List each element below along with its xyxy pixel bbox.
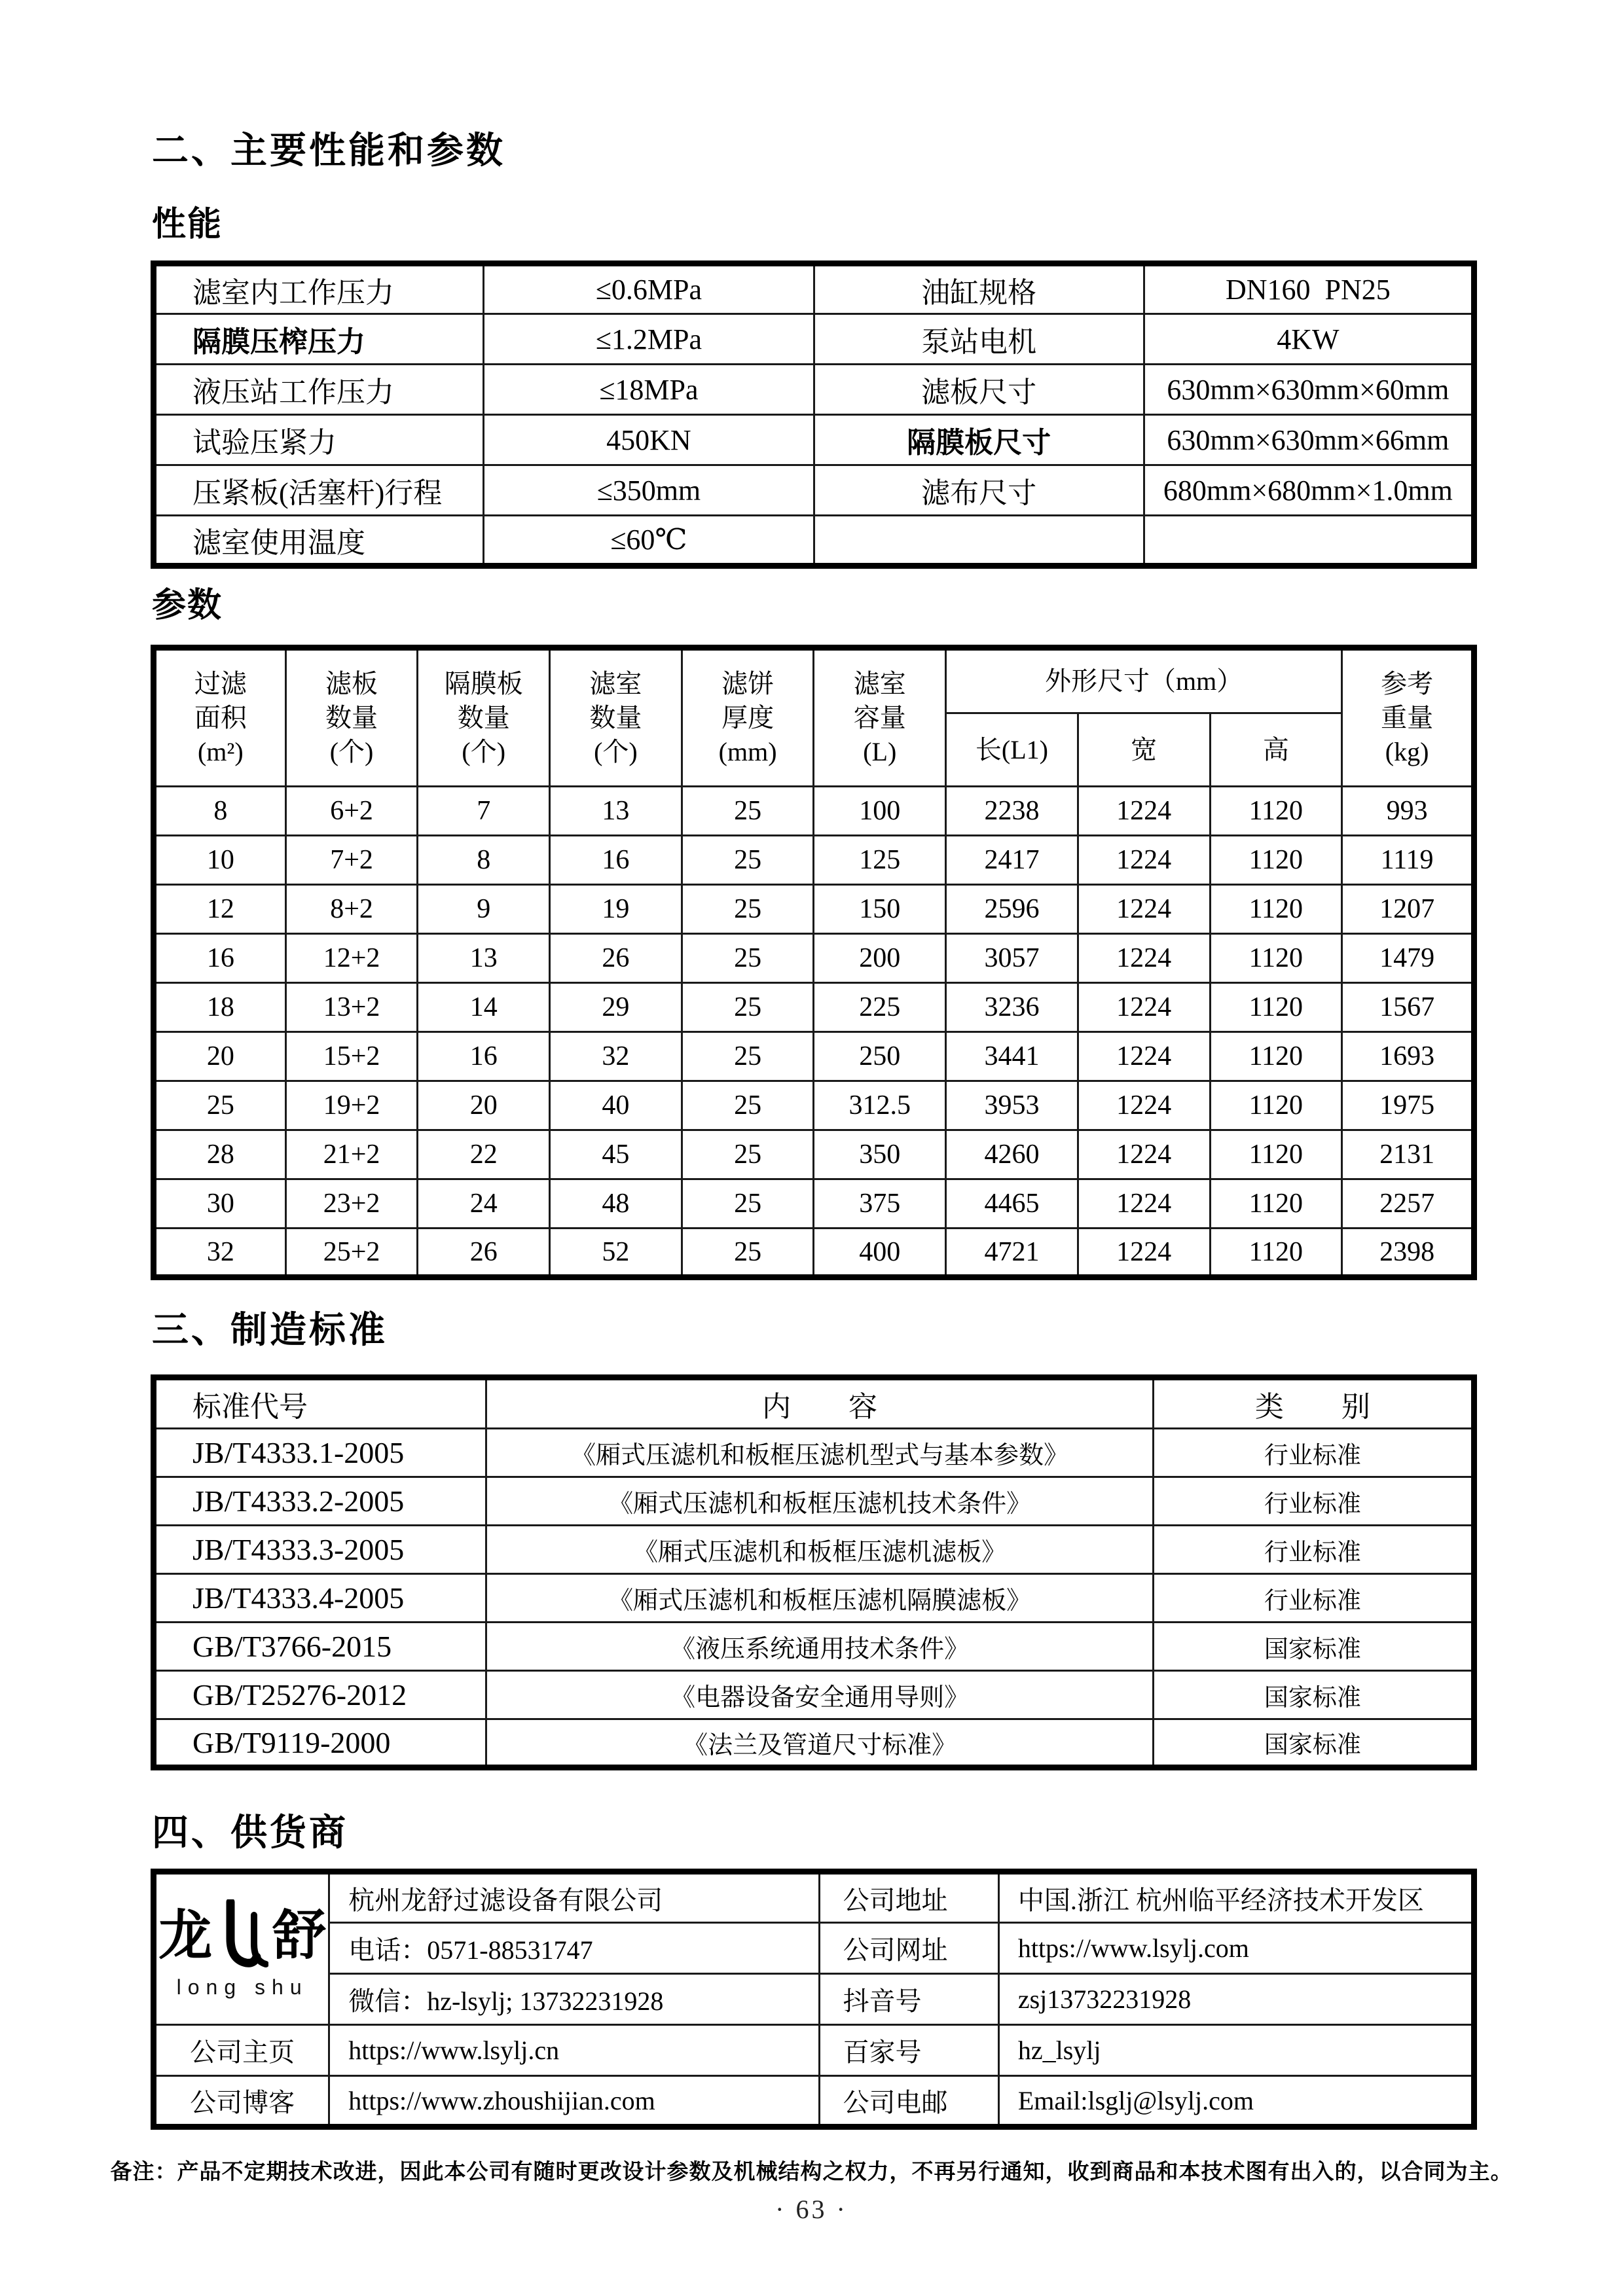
param-cell: 13 (550, 787, 682, 836)
email-value: Email:lsglj@lsylj.com (998, 2076, 1474, 2127)
section-3-title: 三、制造标准 (152, 1310, 388, 1351)
standard-code: JB/T4333.3-2005 (154, 1526, 486, 1574)
section-2-title: 二、主要性能和参数 (152, 131, 505, 171)
perf-label-left: 隔膜压榨压力 (154, 314, 484, 365)
param-cell: 32 (154, 1229, 286, 1278)
table-row (154, 787, 1474, 836)
param-subheader-length: 长(L1) (946, 713, 1078, 787)
baijia-label: 百家号 (819, 2025, 998, 2076)
table-row (154, 1671, 1474, 1719)
douyin-label: 抖音号 (819, 1974, 998, 2025)
table-row (154, 934, 1474, 983)
param-cell: 1120 (1210, 1179, 1342, 1229)
footer-note: 备注：产品不定期技术改进，因此本公司有随时更改设计参数及机械结构之权力，不再另行通知，收到商品和本技术图有出入的，以合同为主。 (110, 2161, 1513, 2184)
param-header-overall-dimensions: 外形尺寸（mm） (946, 648, 1342, 713)
param-cell: 32 (550, 1032, 682, 1081)
param-cell: 2257 (1342, 1179, 1474, 1229)
table-row (154, 1526, 1474, 1574)
standard-code: JB/T4333.4-2005 (154, 1574, 486, 1623)
perf-label-right: 泵站电机 (814, 314, 1144, 365)
param-cell: 19 (550, 885, 682, 934)
param-cell: 7+2 (285, 836, 418, 885)
table-row (154, 2025, 1474, 2076)
perf-label-right: 隔膜板尺寸 (814, 415, 1144, 465)
param-cell: 1224 (1078, 787, 1210, 836)
standard-code: GB/T3766-2015 (154, 1623, 486, 1671)
param-cell: 100 (814, 787, 946, 836)
logo-strokes-icon (216, 1899, 268, 1973)
parameters-subtitle: 参数 (152, 587, 223, 624)
param-subheader-height: 高 (1210, 713, 1342, 787)
perf-value-left: ≤60℃ (484, 516, 814, 566)
standard-category: 行业标准 (1153, 1429, 1474, 1477)
table-row (154, 1429, 1474, 1477)
website-value: https://www.lsylj.com (998, 1923, 1474, 1974)
param-cell: 19+2 (285, 1081, 418, 1130)
param-cell: 1224 (1078, 983, 1210, 1032)
logo-subtext: long shu (176, 1975, 308, 1999)
blog-value: https://www.zhoushijian.com (329, 2076, 819, 2127)
table-row (154, 1574, 1474, 1623)
perf-label-right: 滤布尺寸 (814, 465, 1144, 516)
standard-category: 国家标准 (1153, 1623, 1474, 1671)
param-cell: 16 (154, 934, 286, 983)
param-cell: 1567 (1342, 983, 1474, 1032)
perf-value-left: 450KN (484, 415, 814, 465)
perf-label-right (814, 516, 1144, 566)
param-cell: 312.5 (814, 1081, 946, 1130)
parameters-table (151, 645, 1477, 1280)
perf-label-right: 油缸规格 (814, 264, 1144, 314)
param-cell: 13+2 (285, 983, 418, 1032)
param-cell: 1120 (1210, 1229, 1342, 1278)
param-cell: 1207 (1342, 885, 1474, 934)
param-cell: 15+2 (285, 1032, 418, 1081)
standard-category: 国家标准 (1153, 1671, 1474, 1719)
param-cell: 993 (1342, 787, 1474, 836)
param-cell: 25 (682, 885, 814, 934)
param-cell: 30 (154, 1179, 286, 1229)
param-header-filter-area: 过滤 面积 (m²) (154, 648, 286, 787)
param-cell: 52 (550, 1229, 682, 1278)
standard-content: 《液压系统通用技术条件》 (486, 1623, 1154, 1671)
table-row (154, 314, 1474, 365)
perf-value-right: 4KW (1144, 314, 1474, 365)
table-row (154, 1477, 1474, 1526)
standards-header-category: 类 别 (1153, 1378, 1474, 1429)
perf-label-left: 液压站工作压力 (154, 365, 484, 415)
perf-value-left: ≤18MPa (484, 365, 814, 415)
table-row (154, 885, 1474, 934)
standard-category: 行业标准 (1153, 1526, 1474, 1574)
param-cell: 25 (682, 983, 814, 1032)
param-cell: 26 (418, 1229, 550, 1278)
param-cell: 10 (154, 836, 286, 885)
param-cell: 23+2 (285, 1179, 418, 1229)
standard-content: 《法兰及管道尺寸标准》 (486, 1719, 1154, 1768)
param-cell: 9 (418, 885, 550, 934)
param-header-cake-thickness: 滤饼 厚度 (mm) (682, 648, 814, 787)
table-row (154, 516, 1474, 566)
param-cell: 375 (814, 1179, 946, 1229)
param-cell: 48 (550, 1179, 682, 1229)
param-cell: 4465 (946, 1179, 1078, 1229)
table-row (154, 983, 1474, 1032)
param-cell: 225 (814, 983, 946, 1032)
address-value: 中国.浙江 杭州临平经济技术开发区 (998, 1872, 1474, 1923)
param-cell: 45 (550, 1130, 682, 1179)
homepage-value: https://www.lsylj.cn (329, 2025, 819, 2076)
standard-content: 《电器设备安全通用导则》 (486, 1671, 1154, 1719)
param-cell: 8 (418, 836, 550, 885)
standard-content: 《厢式压滤机和板框压滤机技术条件》 (486, 1477, 1154, 1526)
param-cell: 20 (154, 1032, 286, 1081)
perf-label-left: 滤室内工作压力 (154, 264, 484, 314)
logo-char-right: 舒 (272, 1905, 327, 1965)
param-cell: 25 (682, 1229, 814, 1278)
param-cell: 3441 (946, 1032, 1078, 1081)
param-cell: 1224 (1078, 1179, 1210, 1229)
perf-label-right: 滤板尺寸 (814, 365, 1144, 415)
supplier-logo (154, 1872, 329, 2025)
table-row (154, 1923, 1474, 1974)
param-cell: 25+2 (285, 1229, 418, 1278)
performance-table (151, 260, 1477, 569)
param-cell: 14 (418, 983, 550, 1032)
param-header-row (154, 648, 1474, 713)
param-cell: 16 (550, 836, 682, 885)
param-header-plate-count: 滤板 数量 (个) (285, 648, 418, 787)
param-cell: 2238 (946, 787, 1078, 836)
param-cell: 40 (550, 1081, 682, 1130)
standard-content: 《厢式压滤机和板框压滤机滤板》 (486, 1526, 1154, 1574)
standard-category: 行业标准 (1153, 1574, 1474, 1623)
standard-content: 《厢式压滤机和板框压滤机型式与基本参数》 (486, 1429, 1154, 1477)
table-row (154, 1623, 1474, 1671)
table-row (154, 365, 1474, 415)
param-cell: 3236 (946, 983, 1078, 1032)
param-cell: 25 (682, 1130, 814, 1179)
param-cell: 1120 (1210, 885, 1342, 934)
param-cell: 25 (682, 1032, 814, 1081)
param-cell: 7 (418, 787, 550, 836)
param-cell: 25 (154, 1081, 286, 1130)
param-cell: 1120 (1210, 1081, 1342, 1130)
param-cell: 125 (814, 836, 946, 885)
perf-value-right: 680mm×680mm×1.0mm (1144, 465, 1474, 516)
param-cell: 1224 (1078, 1229, 1210, 1278)
perf-value-left: ≤350mm (484, 465, 814, 516)
page-number: · 63 · (775, 2195, 848, 2224)
baijia-value: hz_lsylj (998, 2025, 1474, 2076)
homepage-label: 公司主页 (154, 2025, 329, 2076)
param-cell: 25 (682, 934, 814, 983)
blog-label: 公司博客 (154, 2076, 329, 2127)
table-row (154, 1179, 1474, 1229)
wechat-value: 微信：hz-lsylj; 13732231928 (329, 1974, 819, 2025)
param-cell: 1224 (1078, 1032, 1210, 1081)
param-cell: 1120 (1210, 1130, 1342, 1179)
perf-value-left: ≤1.2MPa (484, 314, 814, 365)
param-header-chamber-count: 滤室 数量 (个) (550, 648, 682, 787)
standard-category: 行业标准 (1153, 1477, 1474, 1526)
param-cell: 2398 (1342, 1229, 1474, 1278)
perf-value-right: 630mm×630mm×66mm (1144, 415, 1474, 465)
param-cell: 1120 (1210, 836, 1342, 885)
param-cell: 26 (550, 934, 682, 983)
param-cell: 16 (418, 1032, 550, 1081)
table-row (154, 1974, 1474, 2025)
standard-category: 国家标准 (1153, 1719, 1474, 1768)
standards-table (151, 1374, 1477, 1770)
param-cell: 1224 (1078, 934, 1210, 983)
perf-value-right: DN160 PN25 (1144, 264, 1474, 314)
table-row (154, 1872, 1474, 1923)
param-cell: 6+2 (285, 787, 418, 836)
param-cell: 3057 (946, 934, 1078, 983)
website-label: 公司网址 (819, 1923, 998, 1974)
param-cell: 1224 (1078, 836, 1210, 885)
param-cell: 13 (418, 934, 550, 983)
param-cell: 1975 (1342, 1081, 1474, 1130)
address-label: 公司地址 (819, 1872, 998, 1923)
table-row (154, 1229, 1474, 1278)
param-cell: 200 (814, 934, 946, 983)
standard-content: 《厢式压滤机和板框压滤机隔膜滤板》 (486, 1574, 1154, 1623)
param-cell: 1693 (1342, 1032, 1474, 1081)
standards-header-content: 内 容 (486, 1378, 1154, 1429)
douyin-value: zsj13732231928 (998, 1974, 1474, 2025)
param-cell: 2131 (1342, 1130, 1474, 1179)
param-cell: 25 (682, 1081, 814, 1130)
param-header-reference-weight: 参考 重量 (kg) (1342, 648, 1474, 787)
param-cell: 1119 (1342, 836, 1474, 885)
param-cell: 1224 (1078, 1130, 1210, 1179)
param-cell: 4260 (946, 1130, 1078, 1179)
param-cell: 250 (814, 1032, 946, 1081)
param-cell: 150 (814, 885, 946, 934)
phone-value: 电话：0571-88531747 (329, 1923, 819, 1974)
table-row (154, 1719, 1474, 1768)
param-cell: 2417 (946, 836, 1078, 885)
param-cell: 29 (550, 983, 682, 1032)
param-cell: 4721 (946, 1229, 1078, 1278)
table-row (154, 415, 1474, 465)
param-subheader-width: 宽 (1078, 713, 1210, 787)
param-cell: 22 (418, 1130, 550, 1179)
standard-code: JB/T4333.1-2005 (154, 1429, 486, 1477)
param-cell: 8 (154, 787, 286, 836)
table-row (154, 1130, 1474, 1179)
param-cell: 1224 (1078, 885, 1210, 934)
param-cell: 8+2 (285, 885, 418, 934)
param-cell: 1479 (1342, 934, 1474, 983)
param-cell: 12 (154, 885, 286, 934)
perf-value-right: 630mm×630mm×60mm (1144, 365, 1474, 415)
supplier-table (151, 1869, 1477, 2130)
param-cell: 1120 (1210, 1032, 1342, 1081)
perf-value-left: ≤0.6MPa (484, 264, 814, 314)
param-cell: 2596 (946, 885, 1078, 934)
standards-header-row (154, 1378, 1474, 1429)
standards-header-code: 标准代号 (154, 1378, 486, 1429)
param-cell: 400 (814, 1229, 946, 1278)
performance-subtitle: 性能 (152, 206, 223, 243)
param-cell: 1120 (1210, 983, 1342, 1032)
param-cell: 20 (418, 1081, 550, 1130)
table-row (154, 264, 1474, 314)
supplier-company-name: 杭州龙舒过滤设备有限公司 (329, 1872, 819, 1923)
perf-label-left: 试验压紧力 (154, 415, 484, 465)
standard-code: GB/T25276-2012 (154, 1671, 486, 1719)
param-cell: 25 (682, 836, 814, 885)
standard-code: JB/T4333.2-2005 (154, 1477, 486, 1526)
param-cell: 28 (154, 1130, 286, 1179)
table-row (154, 1032, 1474, 1081)
perf-label-left: 滤室使用温度 (154, 516, 484, 566)
param-cell: 1224 (1078, 1081, 1210, 1130)
table-row (154, 1081, 1474, 1130)
section-4-title: 四、供货商 (152, 1813, 348, 1854)
param-cell: 3953 (946, 1081, 1078, 1130)
table-row (154, 2076, 1474, 2127)
param-cell: 24 (418, 1179, 550, 1229)
param-cell: 1120 (1210, 934, 1342, 983)
param-cell: 25 (682, 1179, 814, 1229)
param-cell: 25 (682, 787, 814, 836)
param-cell: 350 (814, 1130, 946, 1179)
table-row (154, 836, 1474, 885)
perf-label-left: 压紧板(活塞杆)行程 (154, 465, 484, 516)
perf-value-right (1144, 516, 1474, 566)
email-label: 公司电邮 (819, 2076, 998, 2127)
logo-char-left: 龙 (158, 1905, 213, 1965)
param-cell: 1120 (1210, 787, 1342, 836)
param-cell: 12+2 (285, 934, 418, 983)
param-cell: 18 (154, 983, 286, 1032)
table-row (154, 465, 1474, 516)
standard-code: GB/T9119-2000 (154, 1719, 486, 1768)
param-cell: 21+2 (285, 1130, 418, 1179)
param-header-chamber-volume: 滤室 容量 (L) (814, 648, 946, 787)
param-header-membrane-plate-count: 隔膜板 数量 (个) (418, 648, 550, 787)
